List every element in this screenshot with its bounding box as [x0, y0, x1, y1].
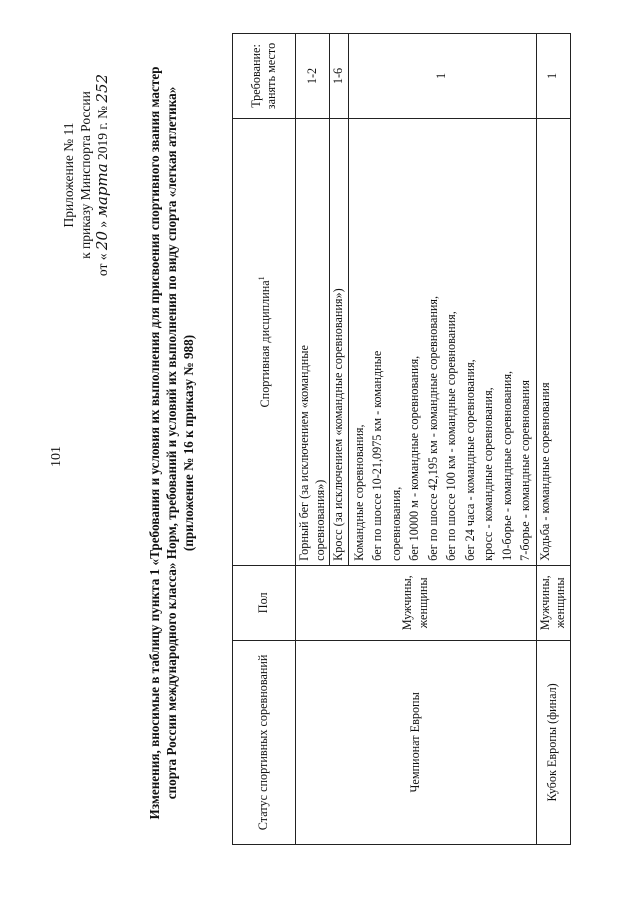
table-cell-requirement: 1	[348, 34, 536, 119]
table-cell-sex: Мужчины, женщины	[536, 565, 570, 640]
date-prefix: от «	[95, 253, 110, 277]
annex-block	[60, 45, 111, 305]
date-mid: »	[95, 220, 110, 228]
header-sex: Пол	[233, 565, 296, 640]
annex-number: Приложение № 11	[61, 122, 76, 228]
discipline-line: бег 24 часа - командные соревнования,	[462, 359, 477, 561]
discipline-line: 7-борье - командные соревнования	[518, 380, 532, 561]
table-cell-discipline	[296, 118, 330, 565]
table-cell-discipline	[330, 118, 349, 565]
header-discipline-label: Спортивная дисциплина	[258, 280, 273, 408]
discipline-line: Кросс (за исключением «командные соревнования»)	[331, 288, 345, 561]
annex-date-line	[94, 45, 111, 305]
discipline-line: Командные соревнования,	[351, 424, 366, 561]
table-cell-requirement: 1	[536, 34, 570, 119]
discipline-line: бег по шоссе 10-21,0975 км - командные	[370, 350, 384, 561]
discipline-line: кросс - командные соревнования,	[481, 387, 495, 561]
annex-order-ref: к приказу Минспорта России	[78, 91, 93, 259]
table-cell-sex: Мужчины, женщины	[296, 565, 537, 640]
requirements-table	[232, 33, 571, 845]
table-cell-status: Кубок Европы (финал)	[536, 640, 570, 844]
discipline-line: соревнования,	[388, 486, 403, 561]
discipline-line: бег по шоссе 42,195 км - командные соревнования,	[425, 295, 440, 561]
table-cell-discipline	[348, 118, 536, 565]
table-row	[296, 34, 330, 845]
table-cell-discipline	[536, 118, 570, 565]
table-row	[536, 34, 570, 845]
footnote-marker: 1	[257, 276, 267, 281]
document-heading: Изменения, вносимые в таблицу пункта 1 «Требования и условия их выполнения для присвоения спортивного звания мастер спорта России международного класса» Норм, требований и условий их выполнения по виду спорта «легкая атлетика» (приложение № 16 к приказу № 988)	[147, 66, 196, 820]
order-number-handwritten: 252	[93, 73, 111, 103]
table-cell-requirement: 1-2	[296, 34, 330, 119]
table-header-row	[233, 34, 296, 845]
discipline-line: 10-борье - командные соревнования,	[499, 370, 514, 561]
header-requirement: Требование: занять место	[233, 34, 296, 119]
discipline-line: бег 10000 м - командные соревнования,	[407, 355, 421, 561]
date-month-handwritten: марта	[93, 163, 111, 218]
discipline-line: Горный бег (за исключением «командные	[297, 345, 311, 561]
date-year: 2019 г. №	[95, 105, 110, 160]
discipline-line: бег по шоссе 100 км - командные соревнования,	[444, 311, 458, 561]
discipline-line: Ходьба - командные соревнования	[537, 382, 552, 561]
header-discipline	[233, 118, 296, 565]
table-cell-status: Чемпионат Европы	[296, 640, 537, 844]
table-cell-requirement: 1-6	[330, 34, 349, 119]
header-status: Статус спортивных соревнований	[233, 640, 296, 844]
page-number: 101	[49, 446, 64, 467]
date-day-handwritten: 20	[93, 231, 111, 251]
discipline-line: соревнования»)	[312, 479, 327, 561]
